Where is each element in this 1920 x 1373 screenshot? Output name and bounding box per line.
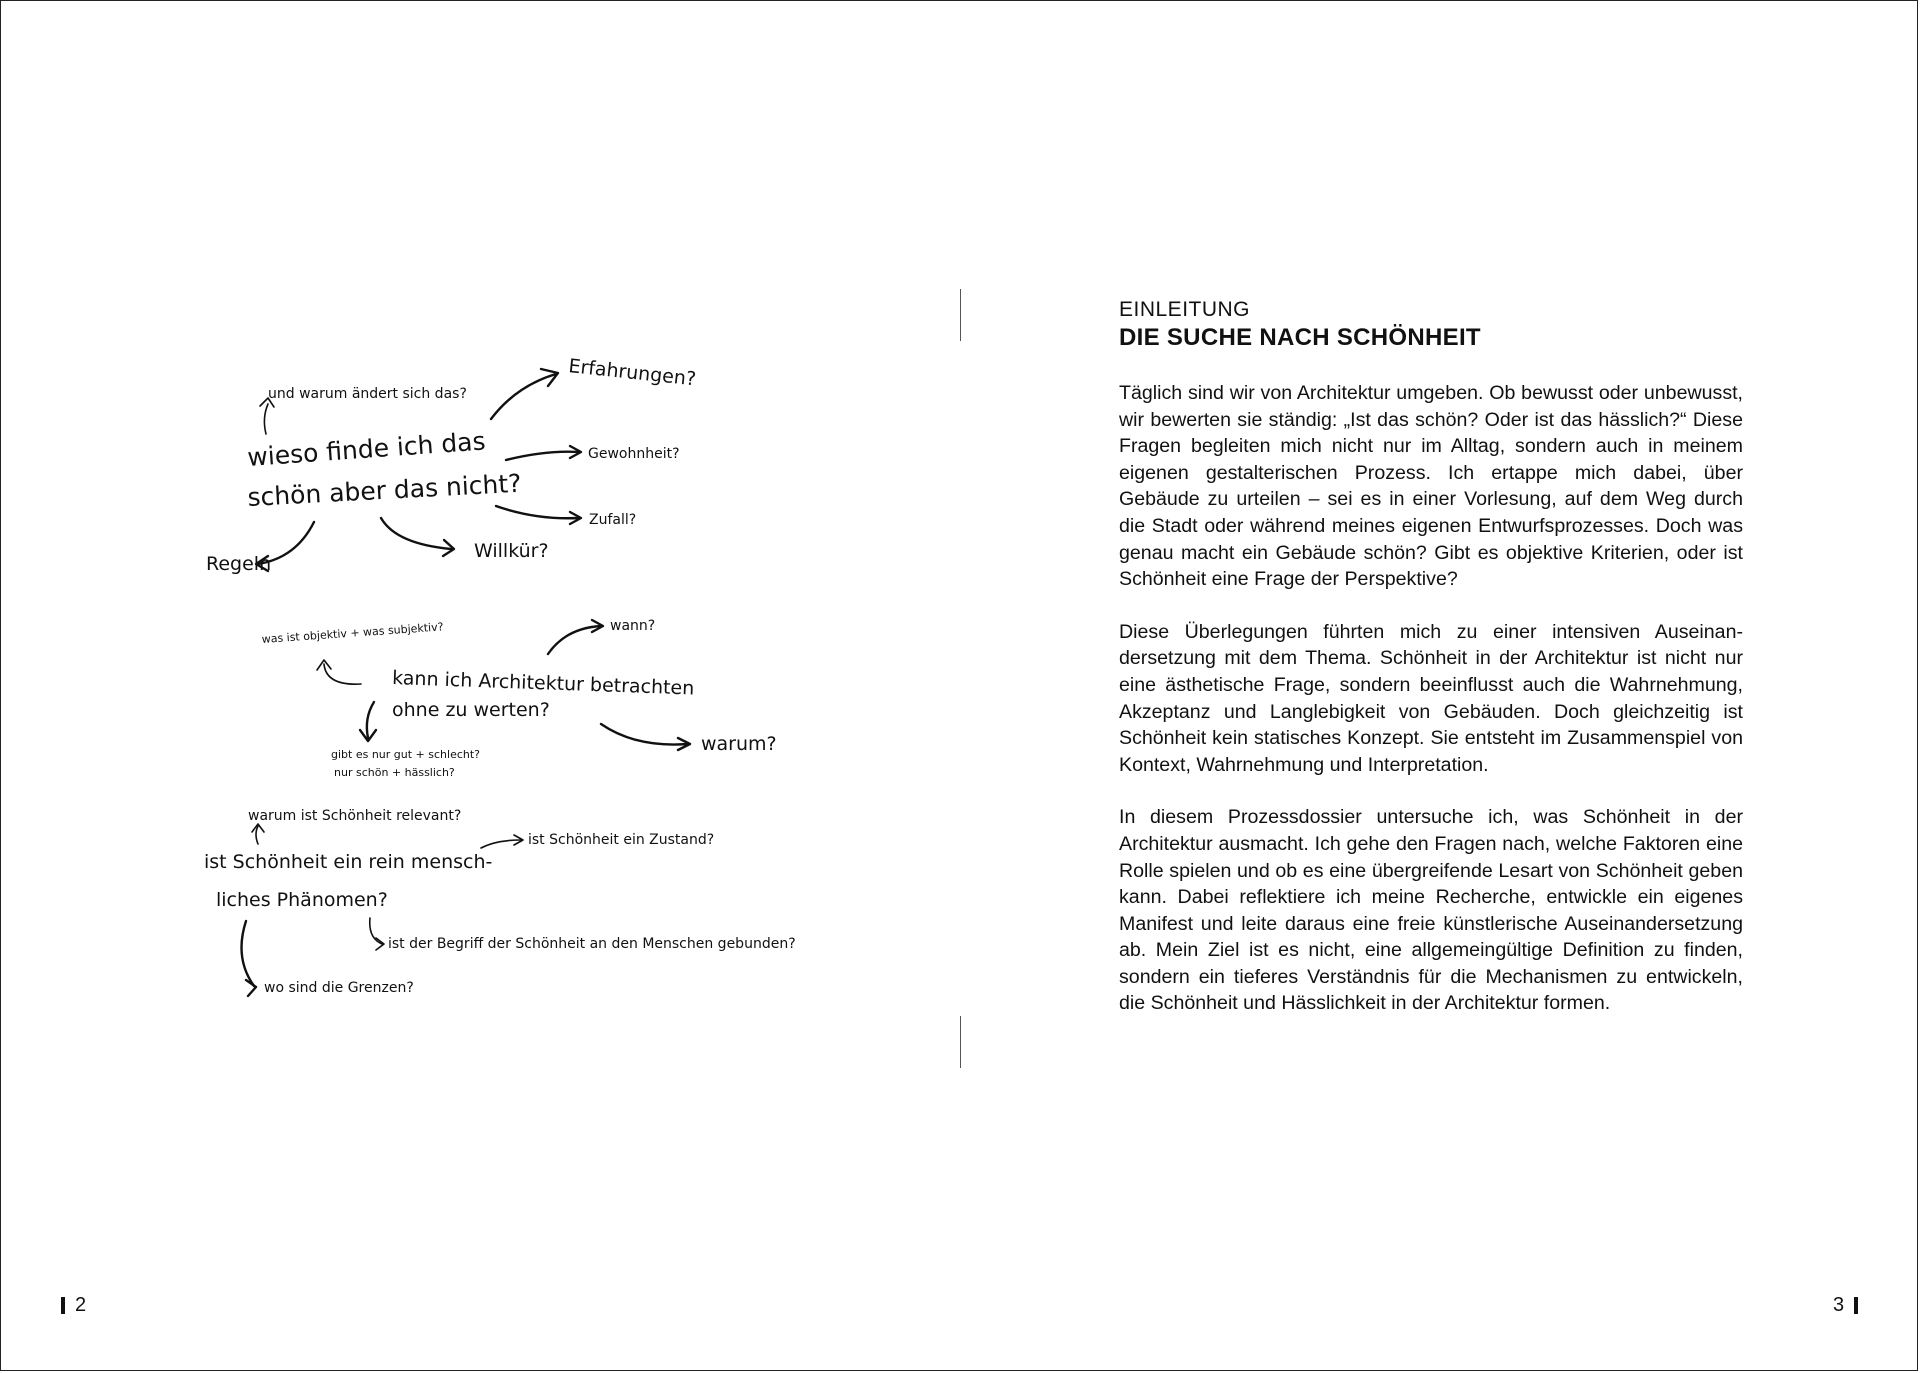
mind-map-drawing bbox=[196, 346, 796, 1026]
section-label: EINLEITUNG bbox=[1119, 298, 1251, 321]
paragraph-1: Täglich sind wir von Architektur umgeben. Ob bewusst oder unbewusst, wir bewerten sie ständig: „Ist das schön? Oder ist das hässlich?“ Diese Fragen begleiten mich nicht nur im Alltag, sondern auch in meinem eigenen gestalterischen Prozess. Ich ertappe mich dabei, über Gebäude zu urteilen – sei es in einer Vorlesung, auf dem Weg durch die Stadt oder während meines eigenen Entwurfsprozesses. Doch was genau macht ein Gebäude schön? Gibt es objektive Kriterien, oder ist Schönheit eine Frage der Perspektive? bbox=[1119, 382, 1743, 591]
question-2-line-1: kann ich Architektur betrachten bbox=[391, 667, 695, 700]
arrowhead-begriff bbox=[376, 938, 384, 950]
gutter-line-bottom bbox=[960, 1016, 961, 1068]
note-objektiv-subjektiv: was ist objektiv + was subjektiv? bbox=[261, 620, 444, 646]
page-number-right-text: 3 bbox=[1833, 1294, 1845, 1316]
branch-warum: warum? bbox=[701, 733, 777, 755]
note-relevant: warum ist Schönheit relevant? bbox=[248, 808, 462, 824]
arrowhead-grenzen bbox=[246, 980, 256, 996]
branch-zustand: ist Schönheit ein Zustand? bbox=[528, 832, 715, 848]
branch-erfahrungen: Erfahrungen? bbox=[567, 355, 698, 391]
question-1-line-1: wieso finde ich das bbox=[246, 426, 487, 472]
paragraph-2: Diese Überlegungen führten mich zu einer intensiven Auseinandersetzung mit dem Thema. Schönheit in der Architektur ist nicht nur eine ästhetische Frage, sondern beeinflusst auch die Wahrnehmung, Akzeptanz und Langlebigkeit von Gebäuden. Doch gleichzeitig ist Schönheit kein statisches Konzept. Sie entsteht im Zusammenspiel von Kontext, Wahrnehmung und Interpretation. bbox=[1119, 620, 1743, 776]
handwritten-mind-map bbox=[196, 346, 796, 1026]
arrow-relevant bbox=[256, 826, 258, 844]
introduction-text bbox=[1119, 297, 1743, 1043]
page-number-left-text: 2 bbox=[75, 1294, 87, 1316]
folio-bar-left bbox=[61, 1297, 65, 1314]
arrow-warum bbox=[601, 724, 688, 745]
branch-zufall: Zufall? bbox=[589, 512, 637, 528]
page-title: DIE SUCHE NACH SCHÖNHEIT bbox=[1119, 324, 1481, 351]
arrow-zufall bbox=[496, 506, 579, 518]
paragraph-3: In diesem Prozessdossier untersuche ich, was Schönheit in der Architektur ausmacht. Ich gehe den Fragen nach, welche Faktoren eine Rolle spielen und ob es eine übergreifende Lesart von Schönheit geben kann. Dabei reflektiere ich meine Recherche, entwickle ein eigenes Manifest und leite daraus eine freie künstlerische Auseinandersetzung ab. Mein Ziel ist es nicht, eine allgemeingültige Definition zu finden, sondern ein tieferes Verständnis für die Mechanismen zu entwickeln, die Schönheit und Hässlichkeit in der Architektur formen. bbox=[1119, 806, 1743, 1015]
note-gut-schlecht: gibt es nur gut + schlecht? bbox=[331, 748, 481, 761]
arrow-gewohnheit bbox=[506, 452, 579, 460]
arrow-grenzen bbox=[242, 921, 255, 986]
arrow-begriff bbox=[370, 918, 382, 944]
branch-willkuer: Willkür? bbox=[474, 540, 549, 562]
branch-begriff: ist der Begriff der Schönheit an den Menschen gebunden? bbox=[388, 936, 796, 952]
branch-gewohnheit: Gewohnheit? bbox=[588, 446, 680, 462]
note-why-changes: und warum ändert sich das? bbox=[268, 386, 467, 402]
arrow-erfahrungen bbox=[491, 374, 556, 419]
gutter-line-top bbox=[960, 289, 961, 341]
note-schoen-haesslich: nur schön + hässlich? bbox=[334, 766, 455, 779]
page-number-left bbox=[61, 1294, 86, 1317]
arrowhead-relevant bbox=[252, 824, 264, 832]
page-number-right bbox=[1833, 1294, 1858, 1317]
branch-grenzen: wo sind die Grenzen? bbox=[264, 980, 414, 996]
arrow-note-top bbox=[264, 404, 268, 434]
folio-bar-right bbox=[1854, 1297, 1858, 1314]
branch-wann: wann? bbox=[610, 618, 656, 634]
arrow-willkuer bbox=[381, 518, 451, 549]
question-3-line-1: ist Schönheit ein rein mensch- bbox=[204, 851, 493, 873]
branch-regeln: Regeln bbox=[206, 553, 272, 575]
question-3-line-2: liches Phänomen? bbox=[216, 889, 388, 911]
question-2-line-2: ohne zu werten? bbox=[392, 699, 550, 721]
question-1-line-2: schön aber das nicht? bbox=[246, 468, 523, 512]
